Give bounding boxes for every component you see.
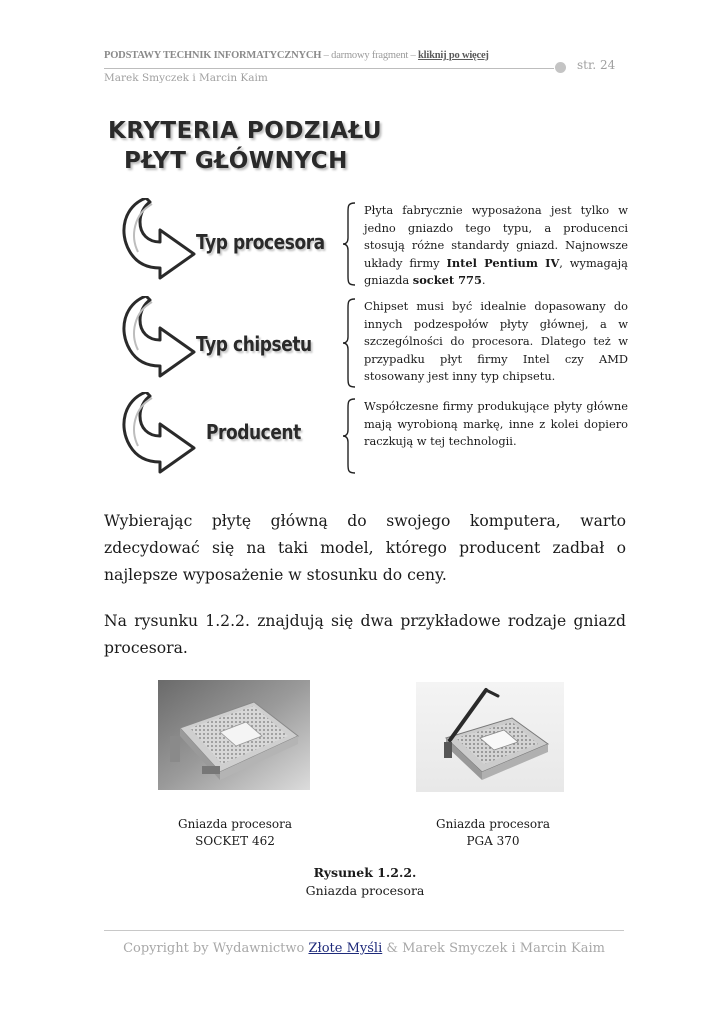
criterion-row-chipset bbox=[108, 292, 628, 388]
header-title: PODSTAWY TECHNIK INFORMATYCZNYCH – darmowy fragment – kliknij po więcej bbox=[104, 50, 489, 61]
header-rule bbox=[104, 68, 554, 69]
figure-number: Rysunek 1.2.2. bbox=[313, 865, 417, 880]
fragment-label: darmowy fragment bbox=[331, 50, 409, 61]
body-paragraph: Wybierając płytę główną do swojego komputera, warto zdecydować się na taki model, którego producent zadbał o najlepsze wyposażenie w stosunku do ceny. bbox=[104, 512, 626, 584]
curved-arrow-icon bbox=[116, 198, 202, 284]
brace-icon bbox=[342, 398, 356, 474]
body-paragraph: Na rysunku 1.2.2. znajdują się dwa przykładowe rodzaje gniazd procesora. bbox=[104, 612, 626, 657]
criterion-row-producer bbox=[108, 392, 628, 478]
page-number: str. 24 bbox=[577, 58, 616, 72]
more-link[interactable]: kliknij po więcej bbox=[418, 50, 489, 61]
header-authors: Marek Smyczek i Marcin Kaim bbox=[104, 72, 268, 84]
brace-icon bbox=[342, 298, 356, 388]
curved-arrow-icon bbox=[116, 392, 202, 478]
criterion-description: Współczesne firmy produkujące płyty główne mają wyrobioną markę, inne z kolei dopiero raczkują w tej technologii. bbox=[364, 399, 628, 449]
pga-370-photo bbox=[416, 682, 564, 792]
book-title: PODSTAWY TECHNIK INFORMATYCZNYCH bbox=[104, 50, 322, 61]
figure-caption-left: Gniazda procesora SOCKET 462 bbox=[177, 817, 293, 848]
socket-462-photo bbox=[158, 680, 310, 790]
footer-rule bbox=[104, 930, 624, 931]
figure-caption-right: Gniazda procesora PGA 370 bbox=[435, 817, 551, 848]
figure-title: Gniazda procesora bbox=[305, 883, 425, 898]
criterion-row-processor bbox=[108, 196, 628, 288]
criterion-description: Chipset musi być idealnie dopasowany do innych podzespołów płyty głównej, a w szczególności do procesora. Dlatego też w przypadku płyt firmy Intel czy AMD stosowany jest inny typ chipsetu. bbox=[364, 299, 628, 384]
criterion-label: Typ chipsetu bbox=[196, 332, 312, 356]
publisher-link[interactable]: Złote Myśli bbox=[308, 941, 383, 956]
figure-caption bbox=[260, 864, 470, 900]
diagram-title: KRYTERIA PODZIAŁU PŁYT GŁÓWNYCH bbox=[108, 118, 383, 174]
curved-arrow-icon bbox=[116, 296, 202, 382]
criterion-description: Płyta fabrycznie wyposażona jest tylko w jedno gniazdo tego typu, a producenci stosują różne standardy gniazd. Najnowsze układy firmy Intel Pentium IV, wymagają gniazda socket 775. bbox=[364, 203, 628, 288]
criterion-label: Producent bbox=[206, 420, 301, 444]
brace-icon bbox=[342, 202, 356, 286]
footer: Copyright by Wydawnictwo Złote Myśli & Marek Smyczek i Marcin Kaim bbox=[123, 941, 605, 956]
header-bullet-icon bbox=[555, 62, 566, 73]
criterion-label: Typ procesora bbox=[196, 230, 325, 254]
